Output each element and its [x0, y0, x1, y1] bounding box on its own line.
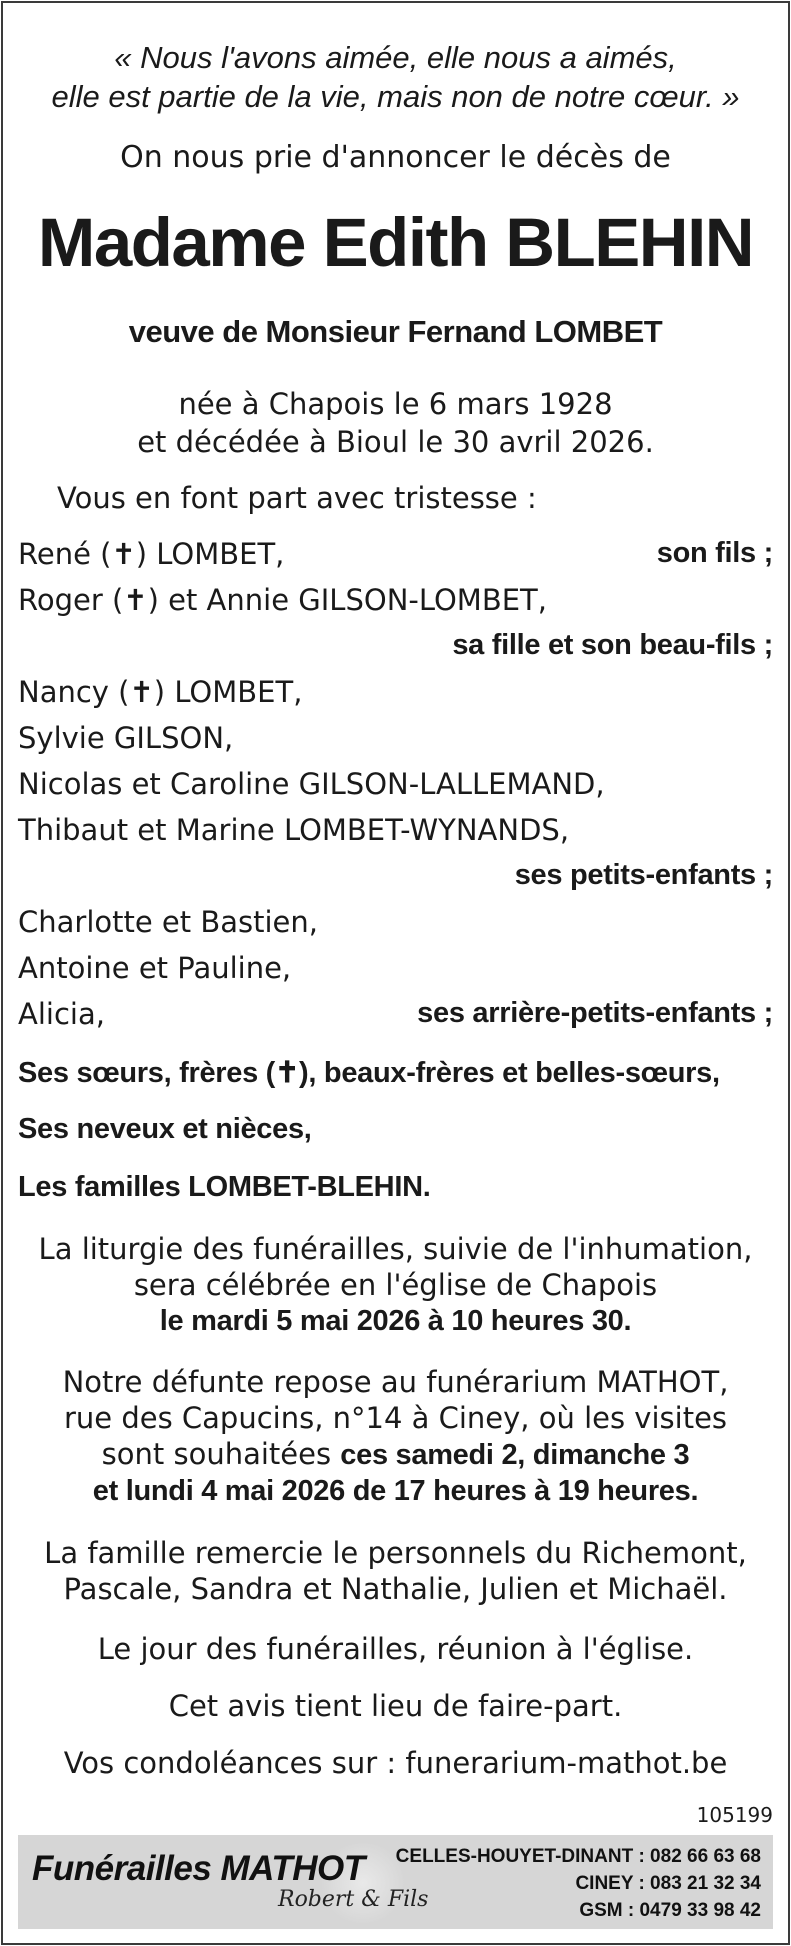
family-row	[18, 859, 773, 903]
condolences-line: Vos condoléances sur : funerarium-mathot.be	[63, 1746, 728, 1780]
visits-line-3-text: sont souhaitées	[101, 1437, 341, 1471]
thanks-line-2: Pascale, Sandra et Nathalie, Julien et Michaël.	[63, 1572, 728, 1606]
family-name: Roger (✝) et Annie GILSON-LOMBET,	[18, 583, 547, 617]
families-line	[18, 1171, 773, 1215]
visits-line-1: Notre défunte repose au funérarium MATHOT,	[62, 1365, 729, 1399]
family-name: Sylvie GILSON,	[18, 721, 234, 755]
family-row	[18, 583, 773, 627]
opening-quote	[0, 38, 791, 116]
liturgy-date: le mardi 5 mai 2026 à 10 heures 30.	[159, 1305, 632, 1337]
family-row	[18, 767, 773, 811]
family-relation: son fils ;	[656, 537, 773, 569]
family-row	[18, 951, 773, 995]
families-text: Les familles LOMBET-BLEHIN.	[18, 1171, 431, 1203]
visits-hours: et lundi 4 mai 2026 de 17 heures à 19 heures.	[92, 1475, 699, 1507]
contact-gsm: GSM : 0479 33 98 42	[579, 1900, 761, 1921]
widow-of-line: veuve de Monsieur Fernand LOMBET	[128, 314, 663, 349]
family-row	[18, 997, 773, 1041]
family-name: Alicia,	[18, 997, 105, 1031]
birth-line: née à Chapois le 6 mars 1928	[178, 387, 613, 421]
family-row	[18, 813, 773, 857]
nephews-text: Ses neveux et nièces,	[18, 1113, 312, 1145]
family-name: Thibaut et Marine LOMBET-WYNANDS,	[18, 813, 570, 847]
contact-ciney: CINEY : 083 21 32 34	[575, 1873, 761, 1894]
nephews-line	[18, 1113, 773, 1157]
family-row	[18, 537, 773, 581]
quote-line-2: elle est partie de la vie, mais non de notre cœur. »	[51, 79, 740, 114]
family-relation: ses arrière-petits-enfants ;	[417, 997, 773, 1029]
family-row	[18, 721, 773, 765]
birth-death-dates	[0, 385, 791, 461]
visits-dates: ces samedi 2, dimanche 3	[340, 1439, 690, 1471]
family-name: Nancy (✝) LOMBET,	[18, 675, 303, 709]
siblings-text: Ses sœurs, frères (✝), beaux-frères et belles-sœurs,	[18, 1057, 720, 1089]
funeral-home-banner	[18, 1835, 773, 1929]
family-relation: sa fille et son beau-fils ;	[452, 629, 773, 661]
siblings-line	[18, 1055, 773, 1099]
announcement-line: On nous prie d'annoncer le décès de	[120, 140, 671, 175]
funeral-home-contacts	[396, 1843, 761, 1924]
quote-line-1: « Nous l'avons aimée, elle nous a aimés,	[114, 40, 677, 75]
death-line: et décédée à Bioul le 30 avril 2026.	[137, 425, 654, 459]
family-relation: ses petits-enfants ;	[514, 859, 773, 891]
family-name: Antoine et Pauline,	[18, 951, 292, 985]
meeting-line: Le jour des funérailles, réunion à l'église.	[97, 1632, 694, 1666]
intro-line: Vous en font part avec tristesse :	[57, 481, 537, 515]
family-row	[18, 905, 773, 949]
funeral-home-name: Funérailles MATHOT	[32, 1849, 365, 1888]
family-row	[18, 675, 773, 719]
funeral-home-subtitle: Robert & Fils	[278, 1887, 429, 1912]
family-name: René (✝) LOMBET,	[18, 537, 285, 571]
family-name: Nicolas et Caroline GILSON-LALLEMAND,	[18, 767, 605, 801]
notice-line: Cet avis tient lieu de faire-part.	[168, 1689, 623, 1723]
thanks-line-1: La famille remercie le personnels du Richemont,	[44, 1536, 747, 1570]
visits-paragraph	[0, 1364, 791, 1509]
visits-line-3	[0, 1436, 791, 1473]
thanks-paragraph	[0, 1535, 791, 1607]
contact-celles-houyet-dinant: CELLES-HOUYET-DINANT : 082 66 63 68	[395, 1846, 761, 1867]
deceased-name: Madame Edith BLEHIN	[37, 204, 754, 281]
family-name: Charlotte et Bastien,	[18, 905, 318, 939]
liturgy-paragraph	[0, 1231, 791, 1339]
visits-line-2: rue des Capucins, n°14 à Ciney, où les visites	[63, 1401, 728, 1435]
reference-number: 105199	[696, 1803, 773, 1827]
liturgy-line-1: La liturgie des funérailles, suivie de l'inhumation,	[38, 1232, 753, 1266]
family-row	[18, 629, 773, 673]
liturgy-line-2: sera célébrée en l'église de Chapois	[133, 1268, 658, 1302]
